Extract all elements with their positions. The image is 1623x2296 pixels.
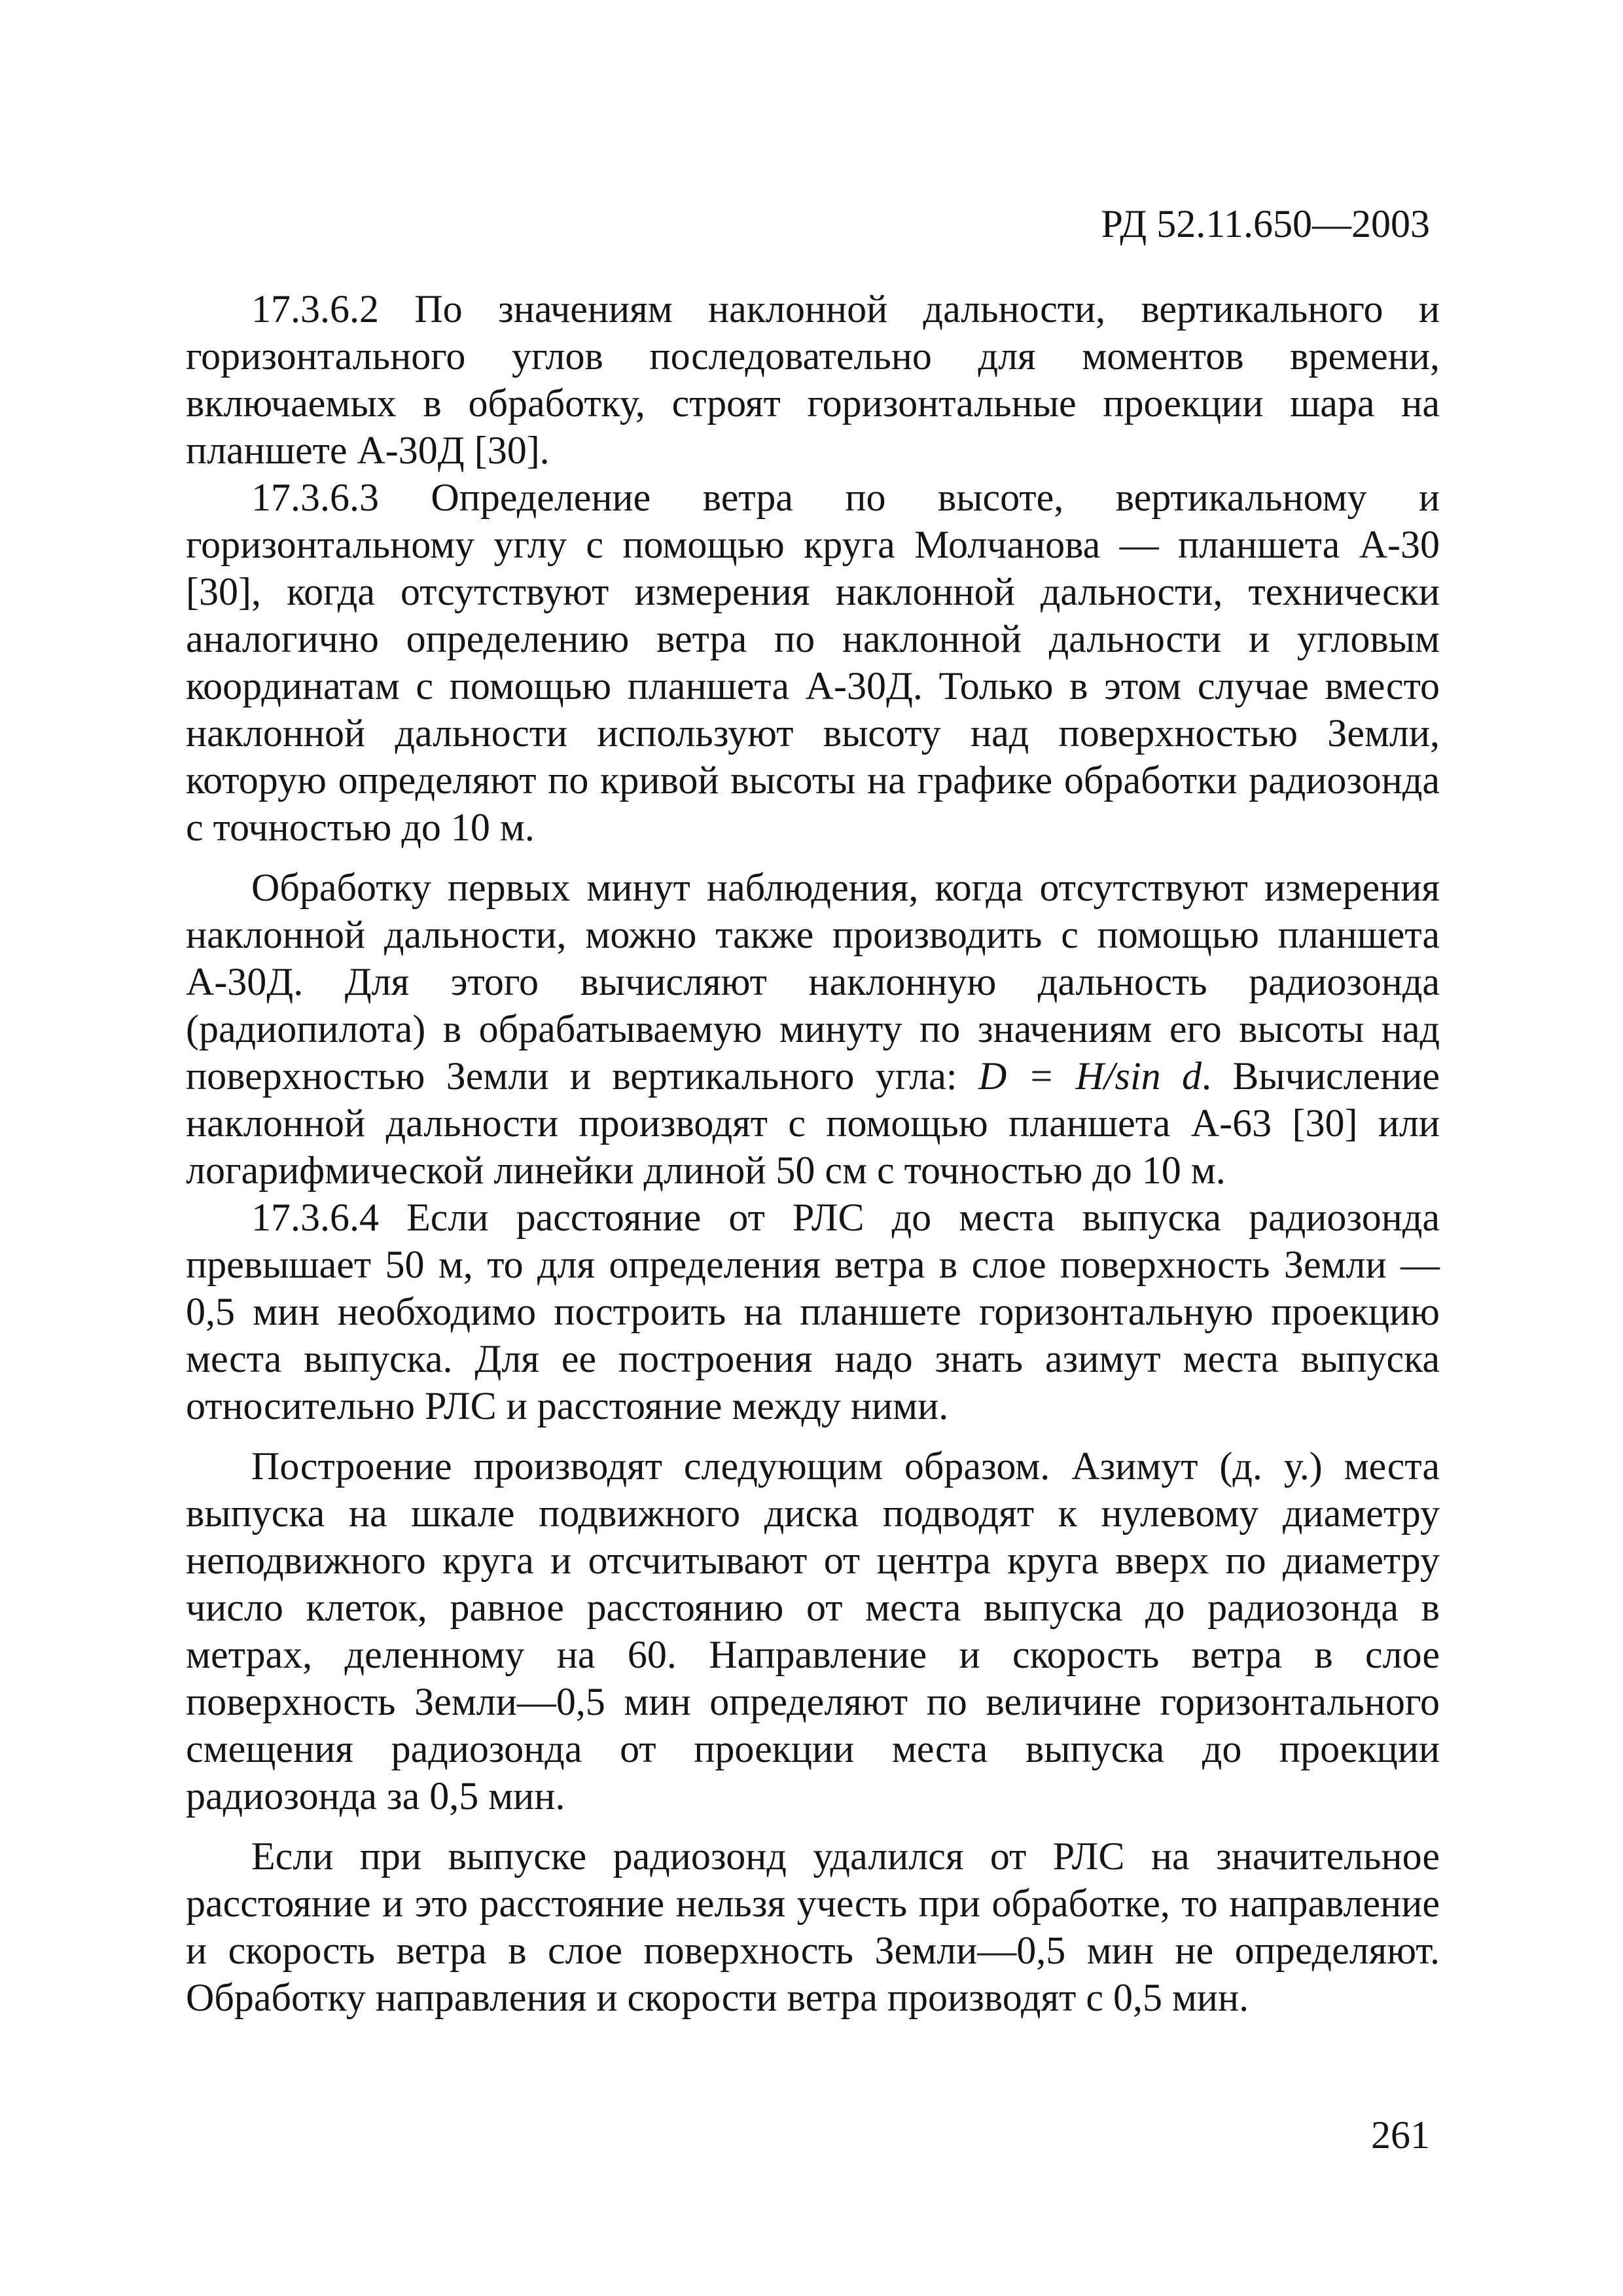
paragraph-release-distance: Если при выпуске радиозонд удалился от РЛС на значительное расстояние и это расстояние нельзя учесть при обработке, то направление и скорость ветра в слое поверхность Земли—0,5 мин не определяют. Обработку направления и скорости ветра производят с 0,5 мин. — [186, 1835, 1440, 2019]
document-code: РД 52.11.650—2003 — [1101, 202, 1430, 245]
paragraph-17-3-6-4: 17.3.6.4 Если расстояние от РЛС до места выпуска радиозонда превышает 50 м, то для определения ветра в слое поверхность Земли — 0,5 мин необходимо построить на планшете горизонтальную проекцию места выпуска. Для ее построения надо знать азимут места выпуска относительно РЛС и расстояние между ними. — [186, 1196, 1440, 1427]
paragraph-17-3-6-3: 17.3.6.3 Определение ветра по высоте, вертикальному и горизонтальному углу с помощью круга Молчанова — планшета А-30 [30], когда отсутствуют измерения наклонной дальности, технически аналогично определению ветра по наклонной дальности и угловым координатам с помощью планшета А-30Д. Только в этом случае вместо наклонной дальности используют высоту над поверхностью Земли, которую определяют по кривой высоты на графике обработки радиозонда с точностью до 10 м. — [186, 476, 1440, 849]
paragraph-first-minutes-text-after: . Вычисление наклонной дальности производят с помощью планшета А-63 [30] или логарифмической линейки длиной 50 см с точностью до 10 м. — [186, 1054, 1440, 1192]
page-number: 261 — [1371, 2113, 1430, 2157]
page-body — [186, 285, 1440, 2021]
paragraph-construction: Построение производят следующим образом. Азимут (д. у.) места выпуска на шкале подвижного диска подводят к нулевому диаметру неподвижного круга и отсчитывают от центра круга вверх по диаметру число клеток, равное расстоянию от места выпуска до радиозонда в метрах, деленному на 60. Направление и скорость ветра в слое поверхность Земли—0,5 мин определяют по величине горизонтального смещения радиозонда от проекции места выпуска до проекции радиозонда за 0,5 мин. — [186, 1444, 1440, 1818]
paragraph-first-minutes-text-before: Обработку первых минут наблюдения, когда отсутствуют измерения наклонной дальности, можно также производить с помощью планшета А-30Д. Для этого вычисляют наклонную дальность радиозонда (радиопилота) в обрабатываемую минуту по значениям его высоты над поверхностью Земли и вертикального угла: — [186, 866, 1440, 1098]
slant-range-formula: D = H/sin d — [978, 1054, 1202, 1098]
paragraph-first-minutes — [186, 864, 1440, 1194]
paragraph-17-3-6-2: 17.3.6.2 По значениям наклонной дальности, вертикального и горизонтального углов последовательно для моментов времени, включаемых в обработку, строят горизонтальные проекции шара на планшете А-30Д [30]. — [186, 287, 1440, 472]
